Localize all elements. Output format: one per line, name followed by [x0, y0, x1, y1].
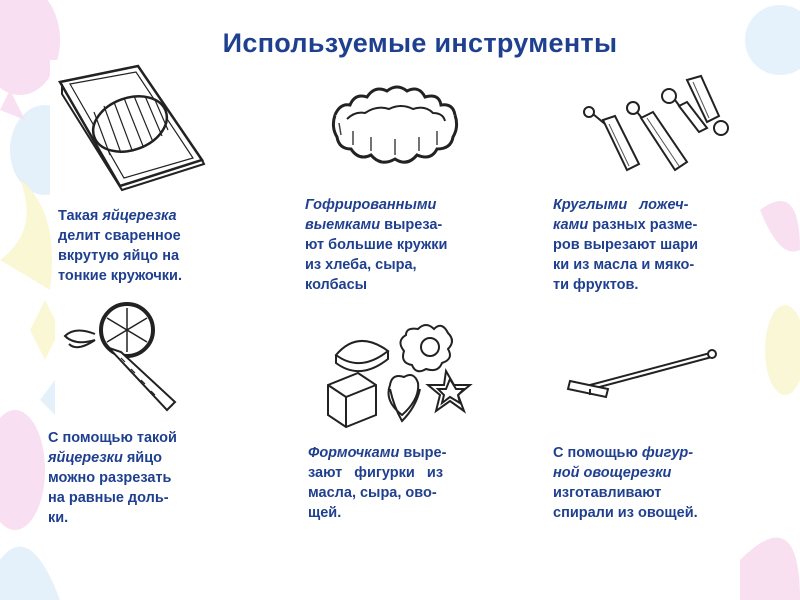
caption-text: ют большие кружки	[305, 237, 448, 253]
caption-text: ки из масла и мяко-	[553, 257, 695, 273]
caption-text: делит сваренное	[58, 228, 181, 244]
caption-fluted-cutters	[305, 195, 480, 295]
fluted-ring-cutter-picture	[325, 75, 465, 175]
caption-text: ров вырезают шари	[553, 237, 699, 253]
caption-grid-egg-slicer	[58, 206, 218, 286]
wedge-egg-slicer-picture	[55, 300, 190, 425]
caption-text: выре-	[399, 445, 447, 461]
caption-text: С помощью такой	[48, 430, 177, 446]
caption-text: разных разме-	[588, 217, 698, 233]
caption-text: тонкие кружочки.	[58, 268, 182, 284]
caption-text: на равные доль-	[48, 490, 169, 506]
spiral-cutter-icon	[560, 345, 725, 410]
caption-spiral-cutter	[553, 443, 738, 523]
caption-emphasis: выемками	[305, 217, 381, 233]
caption-text: спирали из овощей.	[553, 505, 698, 521]
caption-text: выреза-	[380, 217, 443, 233]
cookie-cutters-picture	[318, 315, 490, 430]
caption-emphasis: яйцерезки	[48, 450, 123, 466]
egg-slicer-picture	[50, 60, 210, 200]
caption-text: колбасы	[305, 277, 368, 293]
caption-text: Такая	[58, 208, 103, 224]
caption-text: яйцо	[122, 450, 162, 466]
egg-slicer-icon	[50, 60, 210, 200]
caption-emphasis: Круглыми ложеч-	[553, 197, 689, 213]
wedge-egg-slicer-icon	[55, 300, 190, 425]
caption-text: масла, сыра, ово-	[308, 485, 437, 501]
caption-cookie-cutters	[308, 443, 478, 523]
caption-emphasis: Гофрированными	[305, 197, 437, 213]
caption-text: вкрутую яйцо на	[58, 248, 180, 264]
page-title: Используемые инструменты	[222, 28, 618, 58]
cookie-cutters-icon	[318, 315, 490, 430]
caption-text: ти фруктов.	[553, 277, 639, 293]
fluted-ring-cutter-icon	[325, 75, 465, 175]
caption-emphasis: ками	[553, 217, 589, 233]
caption-text: из хлеба, сыра,	[305, 257, 417, 273]
caption-emphasis: Формочками	[308, 445, 400, 461]
caption-text: щей.	[308, 505, 342, 521]
melon-baller-icon	[575, 72, 735, 177]
caption-text: зают фигурки из	[308, 465, 444, 481]
caption-emphasis: фигур-	[641, 445, 694, 461]
caption-melon-ballers	[553, 195, 723, 295]
caption-text: можно разрезать	[48, 470, 172, 486]
caption-text: изготавливают	[553, 485, 662, 501]
caption-text: С помощью	[553, 445, 642, 461]
caption-wedge-egg-slicer	[48, 428, 218, 528]
caption-text: ки.	[48, 510, 69, 526]
spiral-cutter-picture	[560, 345, 725, 410]
caption-emphasis: яйцерезка	[102, 208, 177, 224]
caption-emphasis: ной овощерезки	[553, 465, 672, 481]
melon-baller-picture	[575, 72, 735, 177]
